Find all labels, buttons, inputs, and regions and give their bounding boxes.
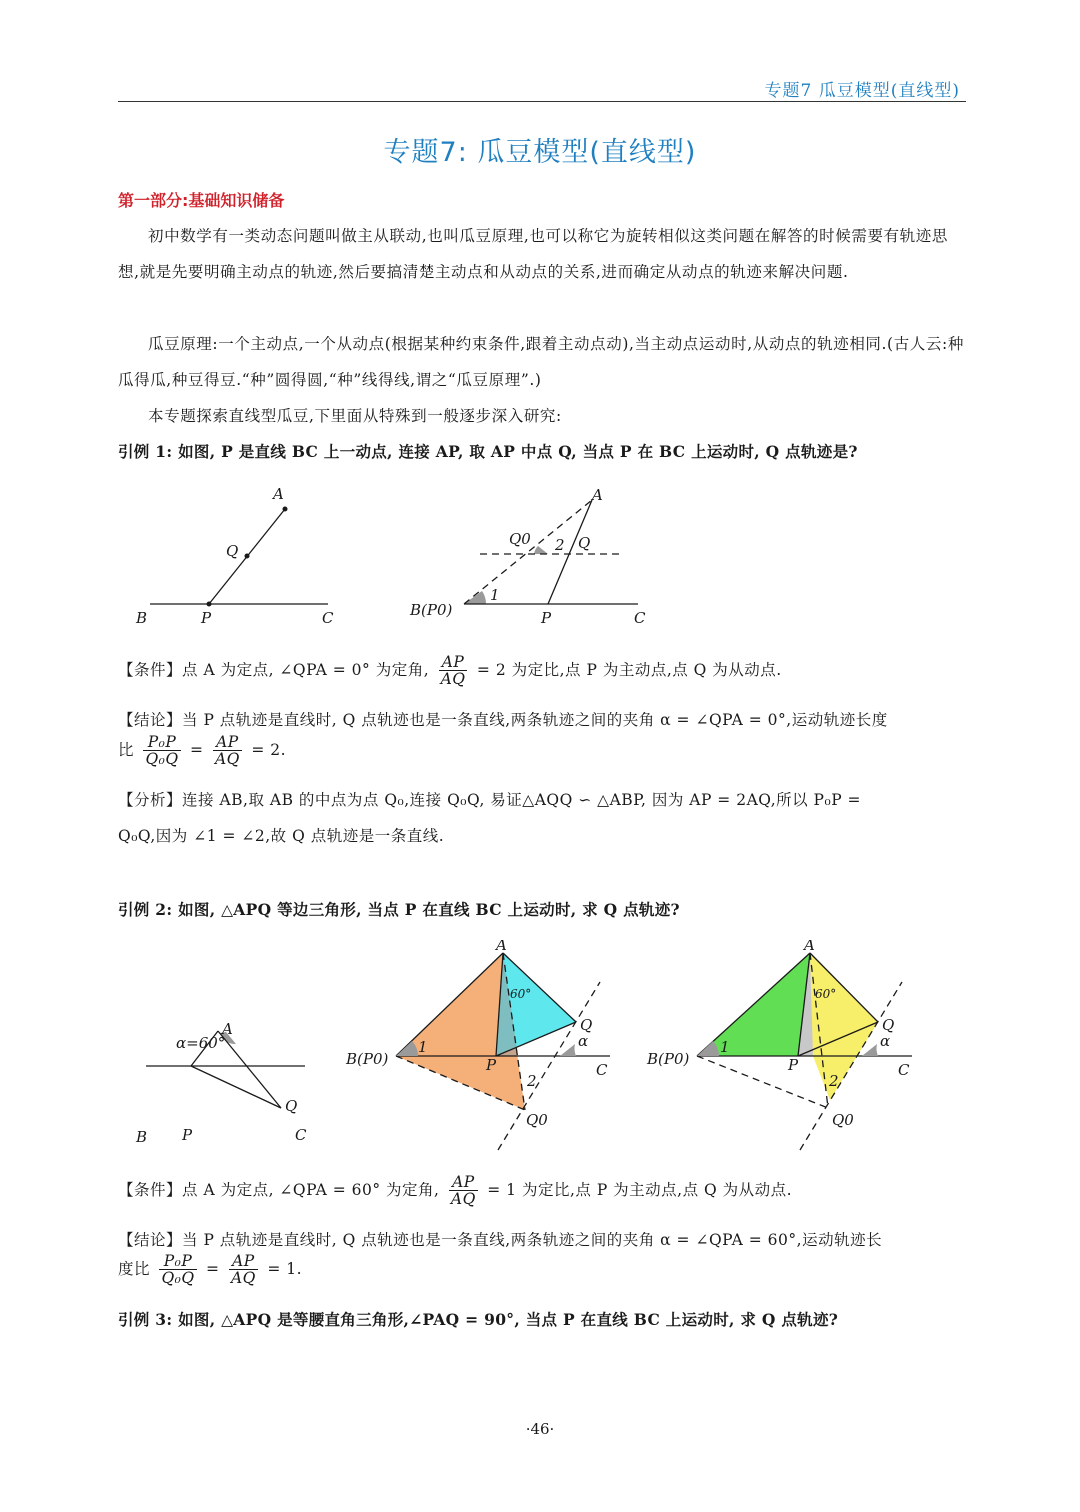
fig2-label-c: C: [634, 609, 646, 627]
condition-text: 点 A 为定点, ∠QPA = 0° 为定角,: [182, 660, 430, 679]
small-fig-label-a: A: [222, 1020, 233, 1038]
fig1-label-a: A: [273, 485, 284, 503]
fig2-label-q: Q: [578, 534, 591, 552]
fig2-label-q0: Q0: [509, 530, 531, 548]
mid-label-q0: Q0: [526, 1111, 548, 1129]
right-label-q0: Q0: [832, 1111, 854, 1129]
ratio-fraction: [229, 1253, 258, 1287]
fig2-label-p: P: [541, 609, 552, 627]
right-label-60: 60°: [815, 987, 837, 1001]
example-2-conclusion-line-2: 度比 $\frac{\text{P₀P}}{\text{Q₀Q}}$ = $\frac{AP}{AQ}$ = 1.: [118, 1252, 303, 1288]
analysis-text: 连接 AB,取 AB 的中点为点 Q₀,连接 Q₀Q, 易证△AQQ ∽ △ABP, 因为 AP = 2AQ,所以 P₀P =: [182, 791, 862, 809]
fig1-label-b: B: [136, 609, 148, 627]
example-2-condition: [118, 1174, 968, 1208]
conclusion-tag: 【结论】: [118, 1231, 183, 1249]
small-fig-label-b: B: [136, 1128, 148, 1146]
conclusion-tag: 【结论】: [118, 711, 183, 729]
mid-label-a: A: [496, 940, 507, 954]
conclusion-ratio-prefix: 度比: [118, 1259, 151, 1278]
right-label-q: Q: [882, 1016, 895, 1034]
mid-label-c: C: [596, 1061, 608, 1079]
fraction-numerator: AP: [229, 1253, 258, 1270]
small-fig-alpha-label: α=60°: [176, 1034, 226, 1052]
analysis-tag: 【分析】: [118, 791, 183, 809]
fraction-denominator: AQ: [440, 670, 466, 689]
condition-text-end: = 2 为定比,点 P 为主动点,点 Q 为从动点.: [476, 660, 782, 679]
fig1-label-q: Q: [226, 542, 239, 560]
mid-label-60: 60°: [510, 987, 532, 1001]
small-fig-label-p: P: [182, 1126, 193, 1144]
example-1-analysis-line-1: [118, 788, 968, 810]
example-2-conclusion-line-1: [118, 1228, 968, 1250]
fraction-numerator: AP: [439, 654, 468, 671]
right-label-p: P: [788, 1056, 799, 1074]
length-ratio-fraction: [143, 734, 180, 768]
example-2-heading: 引例 2: 如图, △APQ 等边三角形, 当点 P 在直线 BC 上运动时, 求 Q 点轨迹?: [118, 900, 680, 919]
example-1-analysis-line-2: Q₀Q,因为 ∠1 = ∠2,故 Q 点轨迹是一条直线.: [118, 827, 445, 845]
section-heading: 第一部分:基础知识储备: [118, 191, 285, 210]
right-label-alpha: α: [880, 1032, 891, 1050]
condition-text: 点 A 为定点, ∠QPA = 60° 为定角,: [182, 1180, 440, 1199]
right-label-c: C: [898, 1061, 910, 1079]
fig1-label-p: P: [201, 609, 212, 627]
fraction-denominator: Q₀Q: [145, 750, 179, 769]
example-1-conclusion-line-2: 比 $\frac{\text{P₀P}}{\text{Q₀Q}}$ = $\frac{AP}{AQ}$ = 2.: [118, 733, 287, 769]
mid-label-2: 2: [527, 1072, 537, 1090]
small-fig-label-q: Q: [285, 1097, 298, 1115]
right-label-b: B(P0): [647, 1050, 690, 1068]
condition-tag: 【条件】: [118, 660, 183, 679]
conclusion-ratio-prefix: 比: [118, 740, 135, 759]
example-1-figure: [0, 482, 1080, 632]
intro-paragraph: 初中数学有一类动态问题叫做主从联动,也叫瓜豆原理,也可以称它为旋转相似这类问题在解答的时候需要有轨迹思想,就是先要明确主动点的轨迹,然后要搞清楚主动点和从动点的关系,进而确定从动点的轨迹来解决问题.: [118, 227, 948, 281]
example-2-figure: [0, 940, 1080, 1160]
ratio-fraction: [449, 1174, 478, 1208]
conclusion-text: 当 P 点轨迹是直线时, Q 点轨迹也是一条直线,两条轨迹之间的夹角 α = ∠QPA = 0°,运动轨迹长度: [182, 711, 888, 729]
mid-label-b: B(P0): [346, 1050, 389, 1068]
fraction-numerator: P₀P: [159, 1253, 196, 1270]
fig2-label-angle-2: 2: [555, 536, 565, 554]
scope-paragraph: 本专题探索直线型瓜豆,下里面从特殊到一般逐步深入研究:: [148, 407, 562, 425]
fig2-label-a: A: [592, 486, 603, 504]
fig1-label-c: C: [322, 609, 334, 627]
conclusion-value: = 1.: [267, 1259, 303, 1278]
header-rule: [118, 101, 966, 102]
small-fig-label-c: C: [295, 1126, 307, 1144]
right-label-2: 2: [829, 1072, 839, 1090]
length-ratio-fraction: [159, 1253, 196, 1287]
fraction-denominator: AQ: [214, 750, 240, 769]
principle-paragraph: 瓜豆原理:一个主动点,一个从动点(根据某种约束条件,跟着主动点动),当主动点运动时,从动点的轨迹相同.(古人云:种瓜得瓜,种豆得豆.“种”圆得圆,“种”线得线,谓之“瓜豆原理”.): [118, 335, 964, 389]
fraction-denominator: Q₀Q: [161, 1269, 195, 1288]
page-title: 专题7: 瓜豆模型(直线型): [383, 137, 697, 168]
conclusion-value: = 2.: [251, 740, 287, 759]
running-head: 专题7 瓜豆模型(直线型): [764, 81, 960, 101]
condition-text-end: = 1 为定比,点 P 为主动点,点 Q 为从动点.: [487, 1180, 793, 1199]
fraction-denominator: AQ: [450, 1190, 476, 1209]
conclusion-text: 当 P 点轨迹是直线时, Q 点轨迹也是一条直线,两条轨迹之间的夹角 α = ∠QPA = 60°,运动轨迹长: [182, 1231, 883, 1249]
fraction-numerator: AP: [449, 1174, 478, 1191]
fraction-numerator: P₀P: [143, 734, 180, 751]
mid-label-p: P: [486, 1056, 497, 1074]
mid-label-alpha: α: [578, 1032, 589, 1050]
example-1-conclusion-line-1: [118, 708, 968, 730]
condition-tag: 【条件】: [118, 1180, 183, 1199]
fraction-denominator: AQ: [230, 1269, 256, 1288]
angle-2-marker: [534, 546, 548, 554]
right-label-1: 1: [720, 1038, 730, 1056]
fraction-numerator: AP: [213, 734, 242, 751]
ratio-fraction: [439, 654, 468, 688]
ratio-fraction: [213, 734, 242, 768]
fig2-label-b: B(P0): [410, 601, 453, 619]
mid-label-1: 1: [418, 1038, 428, 1056]
example-1-condition: [118, 654, 968, 688]
fig2-label-angle-1: 1: [490, 586, 500, 604]
mid-label-q: Q: [580, 1016, 593, 1034]
page-number: ·46·: [525, 1420, 555, 1438]
example-1-heading: 引例 1: 如图, P 是直线 BC 上一动点, 连接 AP, 取 AP 中点 Q, 当点 P 在 BC 上运动时, Q 点轨迹是?: [118, 442, 858, 461]
example-3-heading: 引例 3: 如图, △APQ 是等腰直角三角形,∠PAQ = 90°, 当点 P 在直线 BC 上运动时, 求 Q 点轨迹?: [118, 1310, 839, 1329]
right-label-a: A: [804, 940, 815, 954]
